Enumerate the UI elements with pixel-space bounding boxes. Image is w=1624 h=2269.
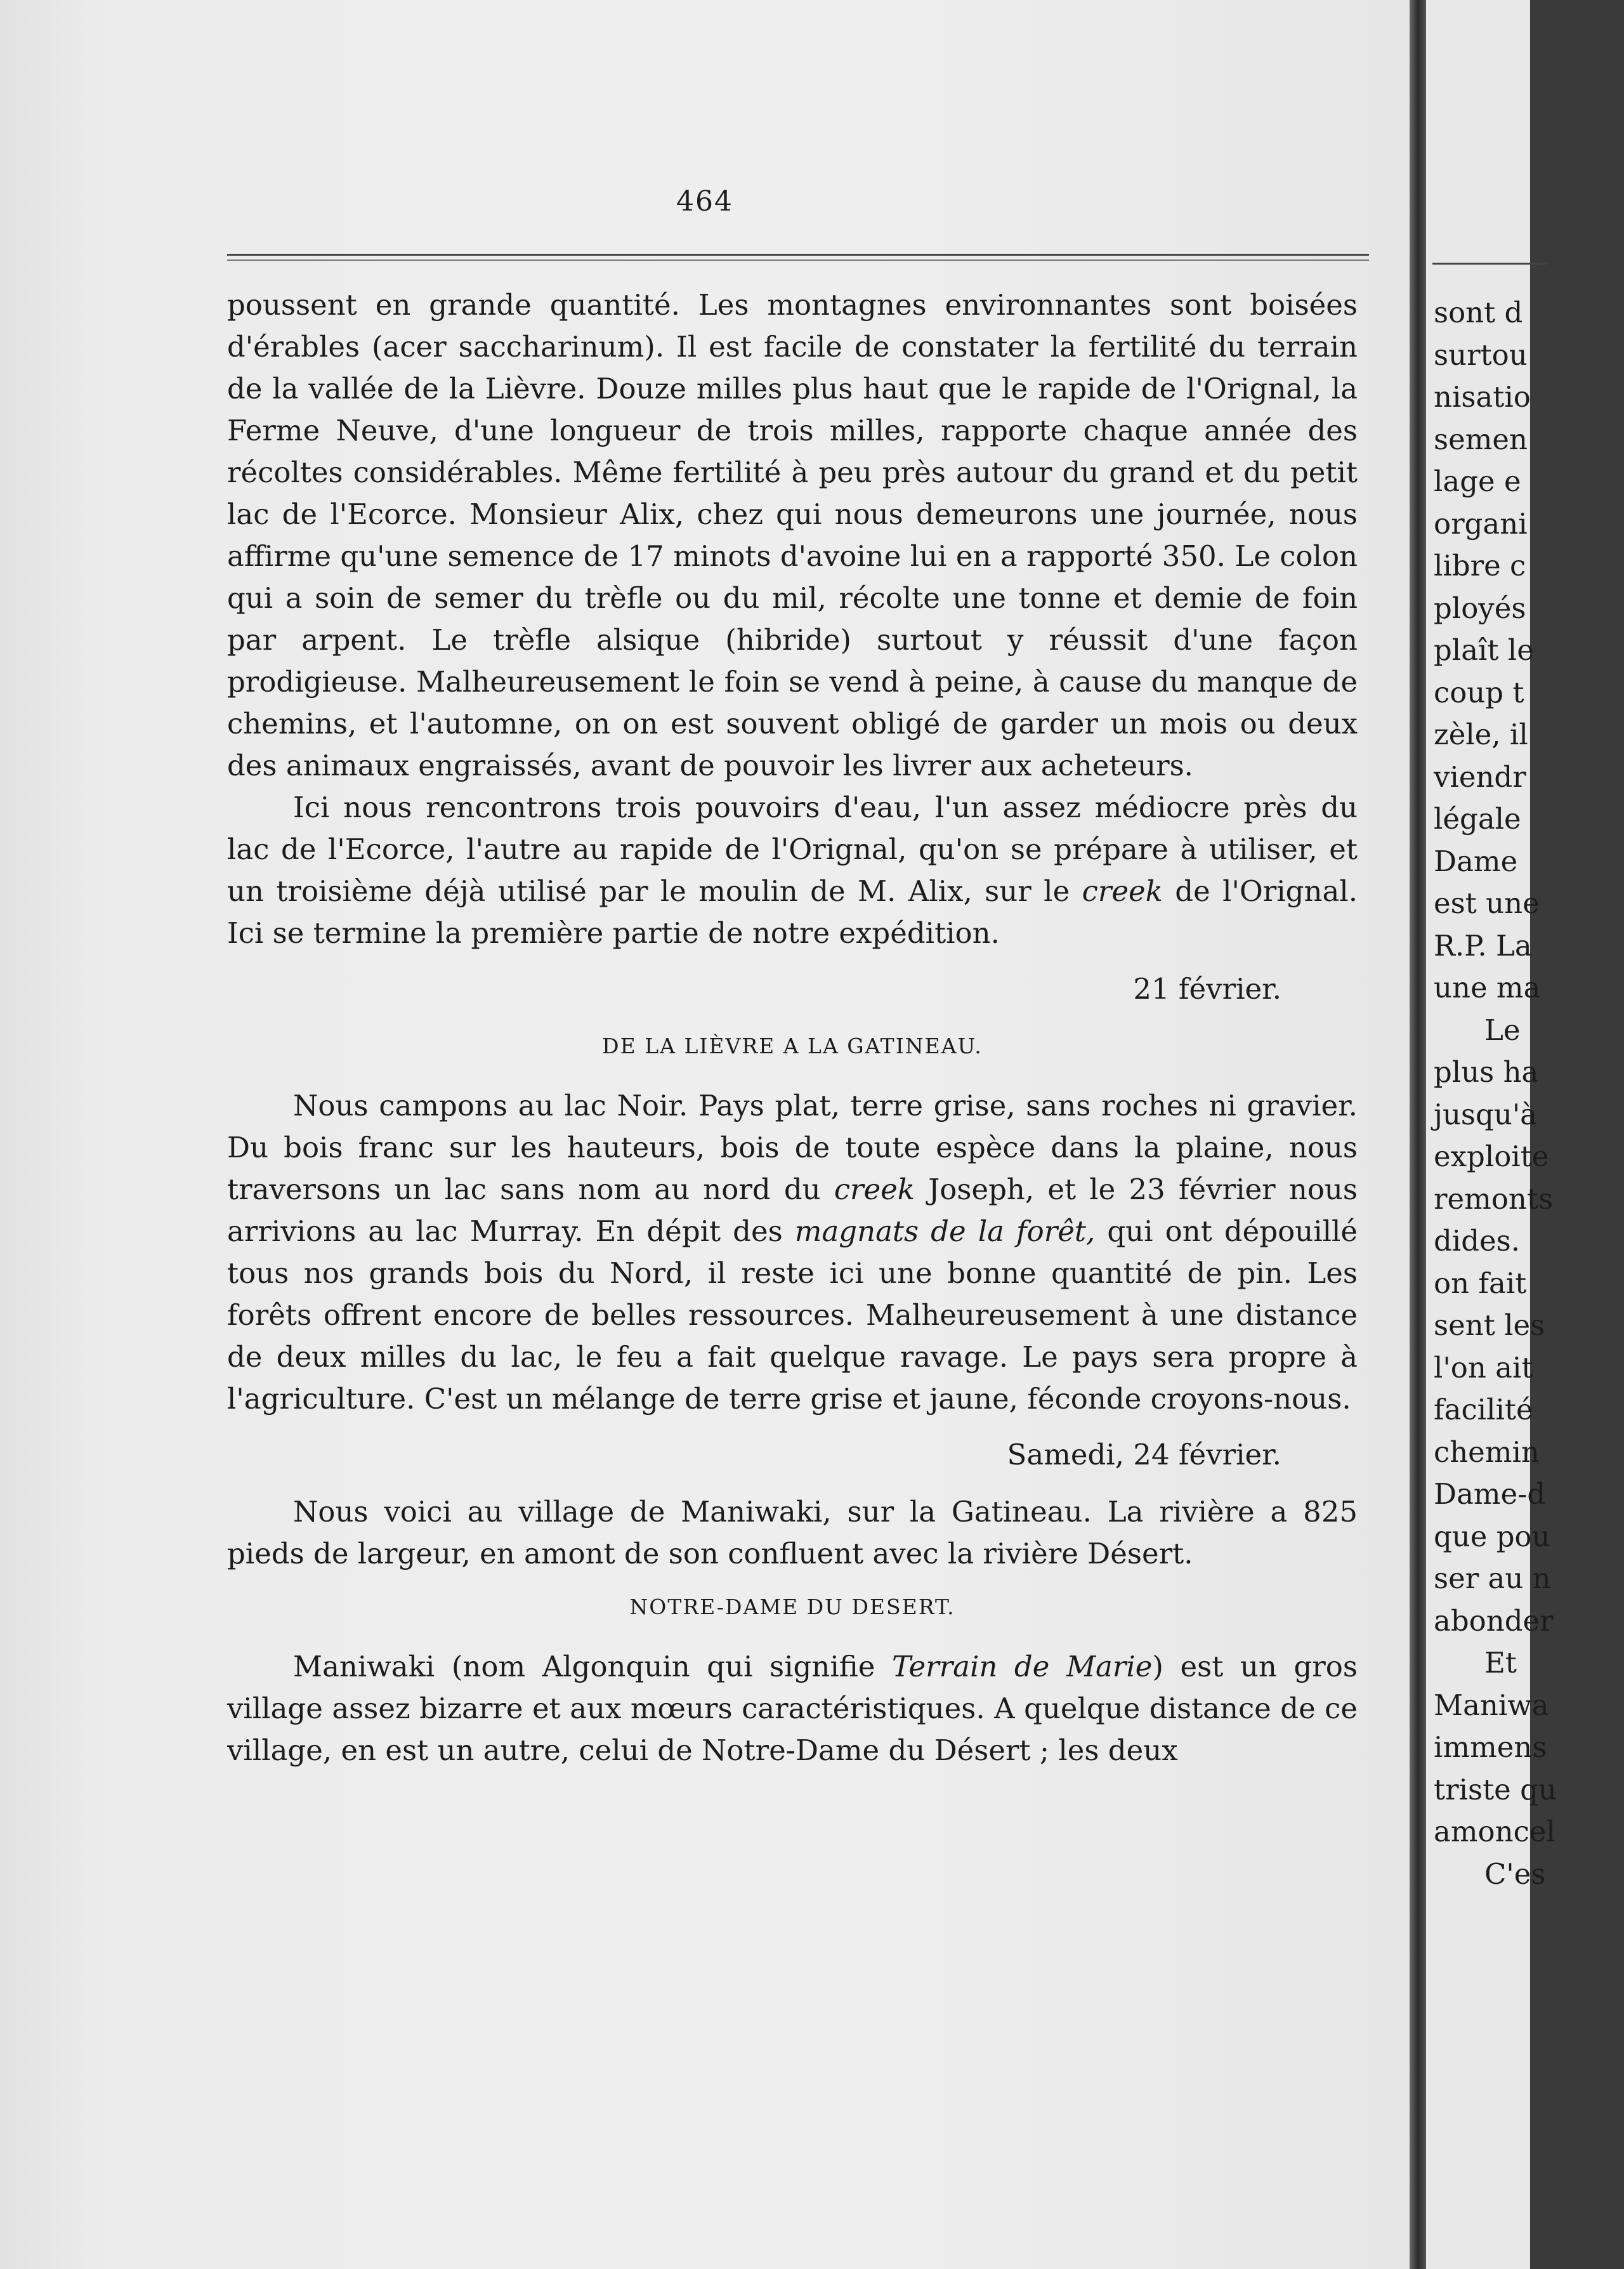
facing-page — [1426, 0, 1557, 2269]
facing-page-line: Maniwa — [1434, 1688, 1549, 1722]
facing-page-line: coup t — [1434, 675, 1524, 709]
paragraph-2-text-a: Ici nous rencontrons trois pouvoirs d'eau, l'un assez médiocre près du lac de l'Ecorce, l'autre au rapide de l'Orignal, qu'on se prépare à utiliser, et un troisième déjà utilisé par le moulin de M. Alix, sur le — [227, 791, 1358, 908]
facing-page-line: zèle, il — [1434, 718, 1528, 751]
paragraph-3 — [227, 1085, 1358, 1420]
section-heading-2: NOTRE-DAME DU DESERT. — [629, 1595, 955, 1619]
paragraph-5-italic-terrain: Terrain de Marie — [891, 1650, 1153, 1683]
date-line-1: 21 février. — [1133, 972, 1281, 1006]
facing-page-line: on fait — [1434, 1266, 1527, 1300]
facing-page-text — [1434, 292, 1624, 1895]
paragraph-1: poussent en grande quantité. Les montagnes environnantes sont boisées d'érables (acer saccharinum). Il est facile de constater la fertilité du terrain de la vallée de la Lièvre. Douze milles plus haut que le rapide de l'Orignal, la Ferme Neuve, d'une longueur de trois milles, rapporte chaque année des récoltes considérables. Même fertilité à peu près autour du grand et du petit lac de l'Ecorce. Monsieur Alix, chez qui nous demeurons une journée, nous affirme qu'une semence de 17 minots d'avoine lui en a rapporté 350. Le colon qui a soin de semer du trèfle ou du mil, récolte une tonne et demie de foin par arpent. Le trèfle alsique (hibride) surtout y réussit d'une façon prodigieuse. Malheureusement le foin se vend à peine, à cause du manque de chemins, et l'automne, on on est souvent obligé de garder un mois ou deux des animaux engraissés, avant de pouvoir les livrer aux acheteurs. — [227, 288, 1358, 782]
paragraph-3-italic-magnats: magnats de la forêt, — [794, 1214, 1096, 1248]
body-text — [227, 284, 1358, 1772]
paragraph-5 — [227, 1646, 1358, 1772]
facing-page-line: légale — [1434, 802, 1521, 836]
facing-page-line: C'es — [1484, 1857, 1546, 1891]
facing-page-line: amoncel — [1434, 1815, 1555, 1848]
facing-page-line: lage e — [1434, 464, 1521, 498]
facing-page-line: chemin — [1434, 1435, 1540, 1469]
facing-page-line: abonder — [1434, 1603, 1554, 1638]
facing-page-line: ser au n — [1434, 1562, 1551, 1595]
facing-page-line: immens — [1434, 1730, 1547, 1764]
facing-page-line: R.P. La — [1434, 928, 1532, 963]
paragraph-5-text-b: ) est un gros village assez bizarre et aux mœurs caractéristiques. A quelque distance de ce village, en est un autre, celui de Notre-Dame du Désert ; les deux — [227, 1650, 1358, 1767]
paragraph-3-italic-creek: creek — [834, 1173, 915, 1206]
paragraph-3-text-a: Nous campons au lac Noir. Pays plat, terre grise, sans roches ni gravier. Du bois franc sur les hauteurs, bois de toute espèce dans la plaine, nous traversons un lac sans nom au nord du — [227, 1089, 1358, 1206]
facing-page-line: Le — [1484, 1013, 1521, 1047]
section-heading-1: DE LA LIÈVRE A LA GATINEAU. — [602, 1034, 983, 1058]
paragraph-4: Nous voici au village de Maniwaki, sur la Gatineau. La rivière a 825 pieds de largeur, en amont de son confluent avec la rivière Désert. — [227, 1495, 1358, 1570]
facing-page-line: Dame — [1434, 844, 1518, 878]
facing-page-line: libre c — [1434, 549, 1526, 582]
book-gutter — [1410, 0, 1426, 2269]
facing-page-line: Et — [1484, 1646, 1517, 1680]
facing-page-line: ployés — [1434, 591, 1526, 625]
facing-page-line: facilité — [1434, 1393, 1533, 1426]
page-number: 464 — [676, 185, 733, 218]
paragraph-5-text-a: Maniwaki (nom Algonquin qui signifie — [293, 1650, 892, 1683]
facing-page-line: plaît le — [1434, 633, 1534, 667]
facing-page-line: est une — [1434, 886, 1540, 920]
facing-page-line: nisatio — [1434, 380, 1531, 414]
facing-page-line: une ma — [1434, 971, 1541, 1004]
facing-page-line: remonts — [1434, 1181, 1554, 1216]
facing-page-line: dides. — [1434, 1224, 1521, 1258]
facing-header-rule — [1432, 263, 1547, 267]
facing-page-line: que pou — [1434, 1519, 1550, 1553]
paragraph-2 — [227, 787, 1358, 954]
facing-page-line: Dame-d — [1434, 1477, 1546, 1511]
header-rule — [227, 254, 1369, 261]
facing-page-line: plus ha — [1434, 1055, 1539, 1089]
paragraph-2-text-b: de l'Orignal. Ici se termine la première partie de notre expédition. — [227, 874, 1358, 950]
facing-page-line: semen — [1434, 422, 1528, 456]
paragraph-2-italic-creek: creek — [1082, 874, 1163, 908]
facing-page-line: exploite — [1434, 1140, 1549, 1173]
facing-page-line: surtou — [1434, 338, 1528, 372]
paragraph-3-text-c: qui ont dépouillé tous nos grands bois du Nord, il reste ici une bonne quantité de pin. Les forêts offrent encore de belles ressources. Malheureusement à une distance de deux milles du lac, le feu a fait quelque ravage. Le pays sera propre à l'agriculture. C'est un mélange de terre grise et jaune, féconde croyons-nous. — [227, 1214, 1358, 1416]
date-line-2: Samedi, 24 février. — [1007, 1438, 1281, 1471]
facing-page-line: organi — [1434, 506, 1528, 541]
facing-page-line: jusqu'à — [1434, 1097, 1538, 1131]
facing-page-line: sont d — [1434, 296, 1523, 329]
facing-page-line: viendr — [1434, 760, 1526, 794]
facing-page-line: sent les — [1434, 1308, 1545, 1342]
facing-page-line: l'on ait — [1434, 1350, 1533, 1384]
facing-page-line: triste qu — [1434, 1772, 1557, 1806]
paragraph-3-text-b: Joseph, et le 23 février nous arrivions au lac Murray. En dépit des — [227, 1173, 1358, 1248]
